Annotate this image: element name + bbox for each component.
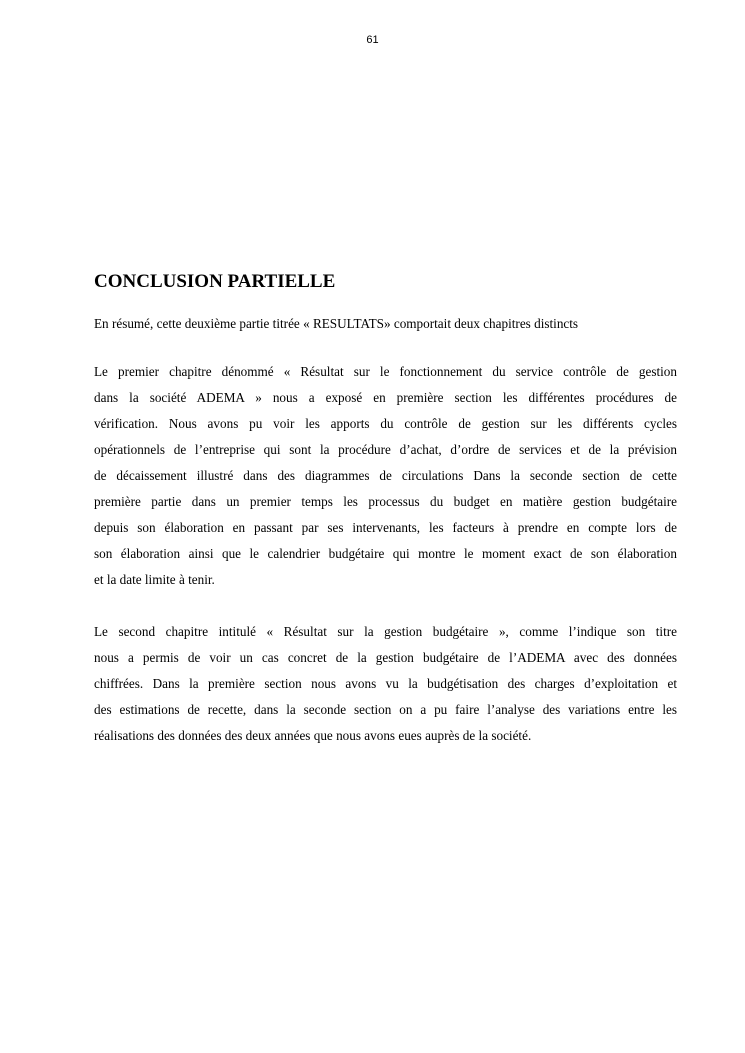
text-line: réalisations des données des deux années que nous avons eues auprès de la société. xyxy=(94,728,532,743)
text-line: nous a permis de voir un cas concret de la gestion budgétaire de l’ADEMA avec des données xyxy=(94,650,677,665)
text-line: Le second chapitre intitulé « Résultat sur la gestion budgétaire », comme l’indique son titre xyxy=(94,624,677,639)
paragraph-second-chapter xyxy=(94,619,677,749)
text-line: Le premier chapitre dénommé « Résultat sur le fonctionnement du service contrôle de gestion xyxy=(94,364,677,379)
text-line: et la date limite à tenir. xyxy=(94,572,215,587)
text-line: son élaboration ainsi que le calendrier budgétaire qui montre le moment exact de son élaboration xyxy=(94,546,677,561)
section-title: CONCLUSION PARTIELLE xyxy=(94,271,336,292)
text-line: de décaissement illustré dans des diagrammes de circulations Dans la seconde section de cette xyxy=(94,468,677,483)
text-line: première partie dans un premier temps les processus du budget en matière gestion budgétaire xyxy=(94,494,677,509)
page-number: 61 xyxy=(366,34,379,46)
text-line: vérification. Nous avons pu voir les apports du contrôle de gestion sur les différents cycles xyxy=(94,416,677,431)
text-line: dans la société ADEMA » nous a exposé en première section les différentes procédures de xyxy=(94,390,677,405)
paragraph-first-chapter xyxy=(94,359,677,593)
text-line: chiffrées. Dans la première section nous avons vu la budgétisation des charges d’exploitation et xyxy=(94,676,677,691)
text-line: des estimations de recette, dans la seconde section on a pu faire l’analyse des variations entre les xyxy=(94,702,677,717)
text-line: depuis son élaboration en passant par ses intervenants, les facteurs à prendre en compte lors de xyxy=(94,520,677,535)
text-line: opérationnels de l’entreprise qui sont la procédure d’achat, d’ordre de services et de la prévision xyxy=(94,442,677,457)
summary-sentence: En résumé, cette deuxième partie titrée « RESULTATS» comportait deux chapitres distincts xyxy=(94,316,579,331)
document-body xyxy=(94,268,677,749)
